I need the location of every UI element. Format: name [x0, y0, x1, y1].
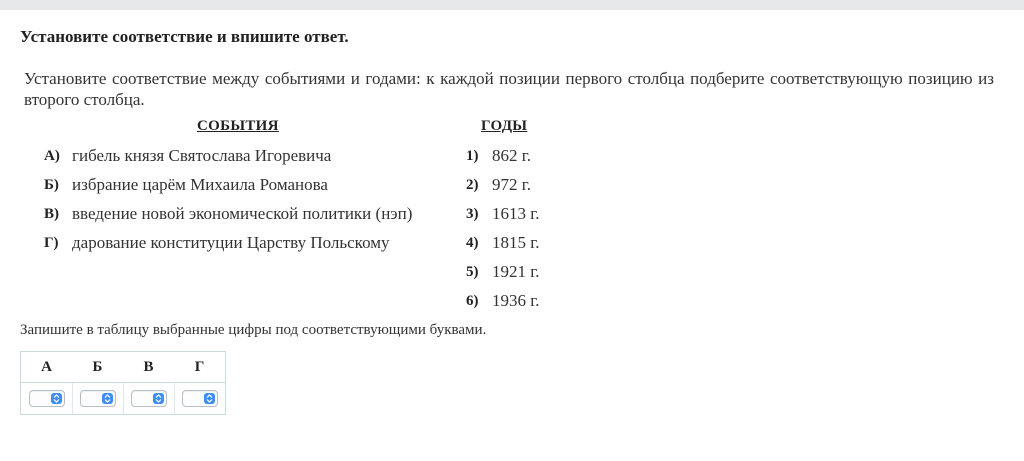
year-number: 5): [466, 264, 479, 280]
answer-select-v[interactable]: [131, 390, 167, 407]
answer-header-v: В: [143, 359, 154, 375]
year-text: 972 г.: [492, 175, 532, 194]
event-letter: В): [44, 206, 59, 222]
answer-select-a[interactable]: [29, 390, 65, 407]
task-instruction: Установите соответствие между событиями и годами: к каждой позиции первого столбца подберите соответствующую позицию из второго столбца.: [24, 69, 994, 109]
event-text: дарование конституции Царству Польскому: [72, 233, 390, 252]
year-number: 4): [466, 235, 479, 251]
year-text: 1815 г.: [492, 233, 540, 252]
year-number: 2): [466, 177, 479, 193]
top-bar: [0, 0, 1024, 10]
table-divider: [72, 383, 73, 414]
event-letter: А): [44, 148, 60, 164]
event-letter: Г): [44, 235, 59, 251]
year-text: 862 г.: [492, 146, 532, 165]
answer-table: [20, 351, 226, 415]
event-text: введение новой экономической политики (нэп): [72, 204, 413, 223]
events-column-header: СОБЫТИЯ: [197, 118, 279, 134]
year-number: 6): [466, 293, 479, 309]
task-heading: Установите соответствие и впишите ответ.: [20, 27, 349, 46]
answer-header-a: А: [41, 359, 52, 375]
year-text: 1613 г.: [492, 204, 540, 223]
select-updown-icon: [102, 393, 113, 404]
select-updown-icon: [204, 393, 215, 404]
table-divider: [123, 383, 124, 414]
select-updown-icon: [51, 393, 62, 404]
event-text: избрание царём Михаила Романова: [72, 175, 328, 194]
answer-note: Запишите в таблицу выбранные цифры под соответствующими буквами.: [20, 322, 487, 338]
years-column-header: ГОДЫ: [481, 118, 528, 134]
year-text: 1921 г.: [492, 262, 540, 281]
table-divider: [174, 383, 175, 414]
answer-select-b[interactable]: [80, 390, 116, 407]
answer-header-g: Г: [194, 359, 205, 375]
event-letter: Б): [44, 177, 59, 193]
select-updown-icon: [153, 393, 164, 404]
event-text: гибель князя Святослава Игоревича: [72, 146, 332, 165]
year-number: 3): [466, 206, 479, 222]
answer-header-b: Б: [92, 359, 103, 375]
year-number: 1): [466, 148, 479, 164]
year-text: 1936 г.: [492, 291, 540, 310]
answer-select-g[interactable]: [182, 390, 218, 407]
